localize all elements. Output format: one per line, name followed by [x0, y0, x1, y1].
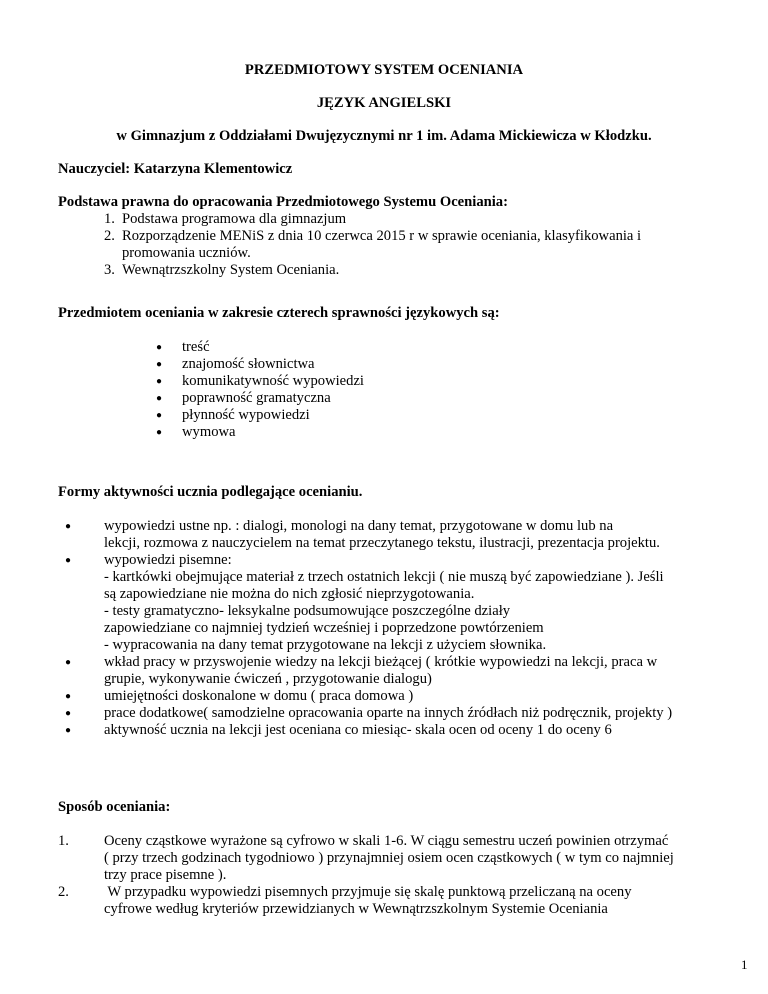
activity-item: umiejętności doskonalone w domu ( praca domowa ) [104, 688, 414, 704]
activity-heading: Formy aktywności ucznia podlegające ocenianiu. [58, 484, 363, 500]
bullet-icon: ● [156, 427, 163, 438]
activity-item: aktywność ucznia na lekcji jest oceniana co miesiąc- skala ocen od oceny 1 do oceny 6 [104, 722, 612, 738]
activity-item: wkład pracy w przyswojenie wiedzy na lekcji bieżącej ( krótkie wypowiedzi na lekcji, praca w [104, 654, 658, 670]
grading-heading: Sposób oceniania: [58, 799, 171, 815]
item-text: Podstawa programowa dla gimnazjum [122, 211, 347, 227]
skill-item: płynność wypowiedzi [182, 407, 310, 423]
activity-item: prace dodatkowe( samodzielne opracowania oparte na innych źródłach niż podręcznik, projekty ) [104, 705, 673, 721]
skill-item: znajomość słownictwa [182, 356, 315, 372]
bullet-icon: ● [65, 708, 72, 719]
page-number: 1 [741, 957, 748, 972]
bullet-icon: ● [65, 657, 72, 668]
document-title: PRZEDMIOTOWY SYSTEM OCENIANIA [244, 62, 524, 78]
skill-item: poprawność gramatyczna [182, 390, 331, 406]
activity-item: wypowiedzi ustne np. : dialogi, monologi na dany temat, przygotowane w domu lub na [104, 518, 614, 534]
item-text: Rozporządzenie MENiS z dnia 10 czerwca 2015 r w sprawie oceniania, klasyfikowania i [122, 228, 642, 244]
bullet-icon: ● [156, 359, 163, 370]
activity-item: - testy gramatyczno- leksykalne podsumowujące poszczególne działy [104, 603, 511, 619]
activity-item: lekcji, rozmowa z nauczycielem na temat przeczytanego tekstu, ilustracji, prezentacja projektu. [104, 535, 660, 551]
bullet-icon: ● [65, 521, 72, 532]
bullet-icon: ● [156, 393, 163, 404]
skill-item: treść [182, 339, 210, 355]
item-text: Wewnątrzszkolny System Oceniania. [122, 262, 340, 278]
subject-title: JĘZYK ANGIELSKI [316, 95, 452, 111]
skill-item: komunikatywność wypowiedzi [182, 373, 364, 389]
skill-item: wymowa [182, 424, 236, 440]
bullet-icon: ● [65, 691, 72, 702]
activity-item: grupie, wykonywanie ćwiczeń , przygotowanie dialogu) [104, 671, 432, 687]
grading-item: W przypadku wypowiedzi pisemnych przyjmuje się skalę punktową przeliczaną na oceny [104, 884, 632, 900]
grading-item: trzy prace pisemne ). [104, 867, 227, 883]
item-number: 2. [58, 884, 69, 900]
bullet-icon: ● [156, 376, 163, 387]
teacher-name: Nauczyciel: Katarzyna Klementowicz [58, 161, 293, 177]
grading-item: ( przy trzech godzinach tygodniowo ) przynajmniej osiem ocen cząstkowych ( w tym co najmniej [104, 850, 674, 866]
activity-item: wypowiedzi pisemne: [104, 552, 232, 568]
legal-basis-heading: Podstawa prawna do opracowania Przedmiotowego Systemu Oceniania: [58, 194, 508, 210]
bullet-icon: ● [156, 410, 163, 421]
item-number: 3. [104, 262, 115, 278]
grading-item: Oceny cząstkowe wyrażone są cyfrowo w skali 1-6. W ciągu semestru uczeń powinien otrzymać [104, 833, 669, 849]
activity-item: są zapowiedziane nie można do nich zgłosić nieprzygotowania. [104, 586, 475, 602]
school-name: w Gimnazjum z Oddziałami Dwujęzycznymi nr 1 im. Adama Mickiewicza w Kłodzku. [116, 128, 652, 144]
item-text: promowania uczniów. [122, 245, 251, 261]
bullet-icon: ● [65, 725, 72, 736]
bullet-icon: ● [156, 342, 163, 353]
skills-heading: Przedmiotem oceniania w zakresie czterech sprawności językowych są: [58, 305, 500, 321]
bullet-icon: ● [65, 555, 72, 566]
item-number: 1. [104, 211, 115, 227]
activity-item: - wypracowania na dany temat przygotowane na lekcji z użyciem słownika. [104, 637, 547, 653]
grading-item: cyfrowe według kryteriów przewidzianych w Wewnątrzszkolnym Systemie Oceniania [104, 901, 608, 917]
activity-item: zapowiedziane co najmniej tydzień wcześniej i poprzedzone powtórzeniem [104, 620, 544, 636]
activity-item: - kartkówki obejmujące materiał z trzech ostatnich lekcji ( nie muszą być zapowiedziane ). Jeśli [104, 569, 664, 585]
item-number: 2. [104, 228, 115, 244]
item-number: 1. [58, 833, 69, 849]
